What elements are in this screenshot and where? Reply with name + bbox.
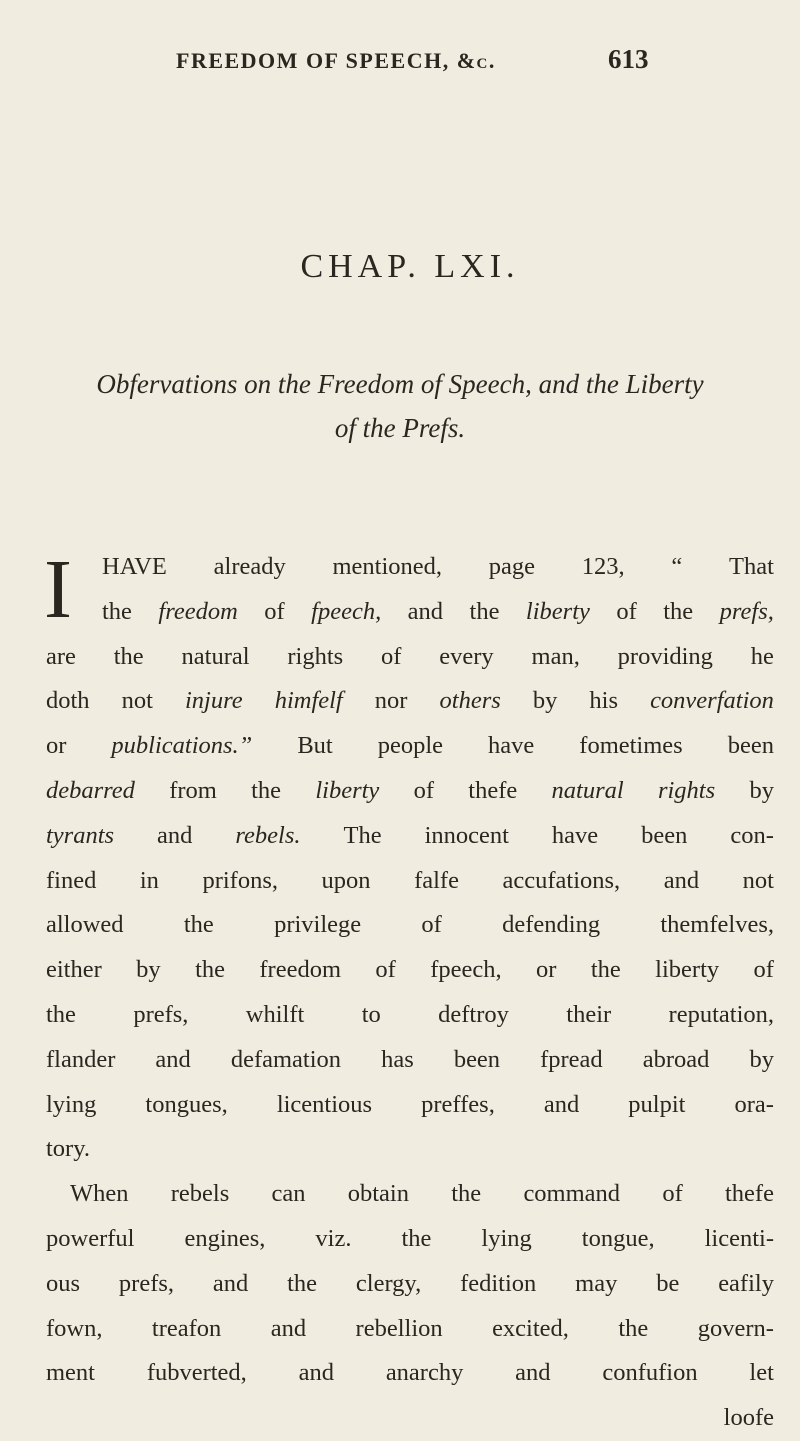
word: fometimes [579,732,683,760]
chapter-subtitle-line-1 [0,362,800,406]
word: and [212,1269,249,1297]
word: by [749,1045,774,1073]
word: eafily [718,1269,774,1297]
word: be [656,1269,680,1297]
subtitle-word: and [531,369,580,399]
word: prifons, [202,866,279,894]
subtitle-word: Liberty [618,369,704,399]
word: excited, [492,1314,569,1342]
word: and [157,821,193,849]
word: fined [46,866,97,894]
word: the [401,1224,432,1252]
word: powerful [46,1224,135,1252]
word: and [407,597,444,625]
subtitle-word: Freedom [310,369,415,399]
word: natural [551,776,624,804]
word: the [195,956,225,984]
word: rights [657,776,716,804]
word: converfation [650,687,774,715]
word: and [155,1045,191,1073]
body-line [46,1127,774,1172]
word: tongues, [145,1090,228,1118]
drop-cap: I [44,543,72,636]
body-line [46,814,774,859]
word: lying [481,1224,532,1252]
word: flander [46,1045,116,1073]
word: When [70,1180,129,1208]
body-line [46,1351,774,1396]
body-line [46,1307,774,1352]
word: and [515,1359,551,1387]
word: by [749,776,774,804]
subtitle-word: the [271,369,311,399]
word: debarred [46,776,135,804]
word: 123, [581,553,625,580]
word: by [136,956,161,984]
word: been [641,821,688,849]
word: of [375,956,396,984]
word: himfelf [274,687,343,715]
body-line [46,635,774,680]
word: freedom [158,597,238,625]
body-line [46,545,774,590]
word: the [451,1180,482,1208]
word: prefs, [133,1000,189,1028]
body-line [46,590,774,635]
word: licenti- [704,1224,774,1252]
word: deftroy [438,1000,509,1028]
word: have [488,732,535,760]
word: to [361,1000,381,1028]
body-line [46,769,774,814]
word: fown, [46,1314,103,1342]
word: and [663,866,700,894]
subtitle-word: Prefs. [395,413,466,443]
word: rebels. [235,821,301,849]
word: obtain [347,1180,409,1208]
word: in [139,866,159,894]
word: anarchy [385,1359,464,1387]
word: providing [617,642,713,670]
word: fedition [460,1269,537,1297]
word: liberty [655,956,720,984]
word: fpeech, [430,956,502,984]
word: by [532,687,558,715]
word: the [287,1269,318,1297]
word: the [46,1000,76,1028]
word: rebellion [355,1314,443,1342]
word: page [488,553,536,580]
word: That [729,553,774,580]
word: But [297,732,333,760]
word: allowed [46,911,124,939]
word: accufations, [502,866,621,894]
chapter-subtitle-line-2 [0,406,800,450]
word: fpeech, [311,597,382,625]
body-line [46,1083,774,1128]
body-line [46,1217,774,1262]
word: already [213,553,286,580]
body-line [46,1038,774,1083]
word: reputation, [668,1000,774,1028]
running-head-title: FREEDOM OF SPEECH, &c. [176,48,496,73]
word: loofe [723,1404,774,1432]
word: of [421,911,442,939]
word: every [439,642,494,670]
word: the [102,597,132,625]
word: and [298,1359,334,1387]
word: of [616,597,637,625]
word: lying [46,1090,97,1118]
body-line [46,993,774,1038]
word: freedom [259,956,342,984]
word: can [271,1180,306,1208]
word: licentious [276,1090,373,1118]
word: thefe [724,1180,774,1208]
word: of [381,642,402,670]
subtitle-word: on [237,369,272,399]
word: tory. [46,1135,90,1163]
word: the [113,642,144,670]
word: or [536,956,557,984]
word: the [663,597,694,625]
body-line [46,903,774,948]
word: liberty [315,776,380,804]
word: doth [46,687,90,715]
word: and [543,1090,580,1118]
word: engines, [184,1224,266,1252]
subtitle-word: of [334,413,356,443]
word: not [121,687,153,715]
word: liberty [525,597,590,625]
body-line [46,859,774,904]
word: tongue, [581,1224,655,1252]
word: has [381,1045,414,1073]
word: nor [374,687,408,715]
catchword [46,1396,774,1441]
word: the [590,956,621,984]
body-line [46,1262,774,1307]
word: may [575,1269,618,1297]
word: tyrants [46,821,115,849]
body-line [46,948,774,993]
word: falfe [414,866,459,894]
word: people [377,732,444,760]
word: defending [502,911,601,939]
word: the [618,1314,649,1342]
word: or [46,732,67,760]
word: whilft [245,1000,305,1028]
word: either [46,956,102,984]
page-number: 613 [608,44,649,74]
word: The [343,821,382,849]
word: clergy, [355,1269,422,1297]
word: rebels [170,1180,230,1208]
word: command [523,1180,621,1208]
body-line [46,1172,774,1217]
word: ous [46,1269,81,1297]
word: “ [671,553,683,580]
word: themfelves, [660,911,774,939]
word: the [251,776,282,804]
word: of [662,1180,683,1208]
word: prefs, [719,597,774,625]
word: the [469,597,500,625]
word: preffes, [421,1090,495,1118]
word: others [439,687,501,715]
word: defamation [230,1045,342,1073]
subtitle-word: of [414,369,442,399]
word: fubverted, [146,1359,247,1387]
word: con- [730,821,774,849]
word: fpread [540,1045,603,1073]
word: of [264,597,285,625]
word: treafon [151,1314,222,1342]
word: privilege [274,911,362,939]
chapter-heading: CHAP. LXI. [300,248,520,285]
word: he [750,642,774,670]
body-line [46,724,774,769]
word: their [566,1000,612,1028]
body-text [46,545,774,1441]
word: injure [185,687,243,715]
word: the [183,911,214,939]
word: man, [531,642,580,670]
word: been [453,1045,501,1073]
word: innocent [424,821,509,849]
word: govern- [697,1314,774,1342]
subtitle-word: Speech, [441,369,532,399]
word: viz. [315,1224,352,1252]
word: his [589,687,618,715]
word: HAVE [102,553,167,580]
subtitle-word: the [579,369,619,399]
word: natural [181,642,250,670]
word: of [753,956,774,984]
word: been [727,732,774,760]
word: not [742,866,774,894]
word: have [551,821,599,849]
word: and [270,1314,307,1342]
subtitle-word: the [355,413,396,443]
word: pulpit [628,1090,686,1118]
word: abroad [642,1045,710,1073]
word: ora- [734,1090,774,1118]
body-line [46,679,774,724]
subtitle-word: Obfervations [96,369,238,399]
word: upon [321,866,371,894]
word: ment [46,1359,95,1387]
word: are [46,642,76,670]
running-head [0,42,800,82]
word: of [413,776,434,804]
word: prefs, [118,1269,175,1297]
chapter-subtitle [0,362,800,450]
word: mentioned, [332,553,443,580]
word: confufion [602,1359,698,1387]
word: from [169,776,217,804]
word: let [749,1359,774,1387]
word: rights [287,642,344,670]
word: thefe [468,776,518,804]
word: publications.” [111,732,253,760]
